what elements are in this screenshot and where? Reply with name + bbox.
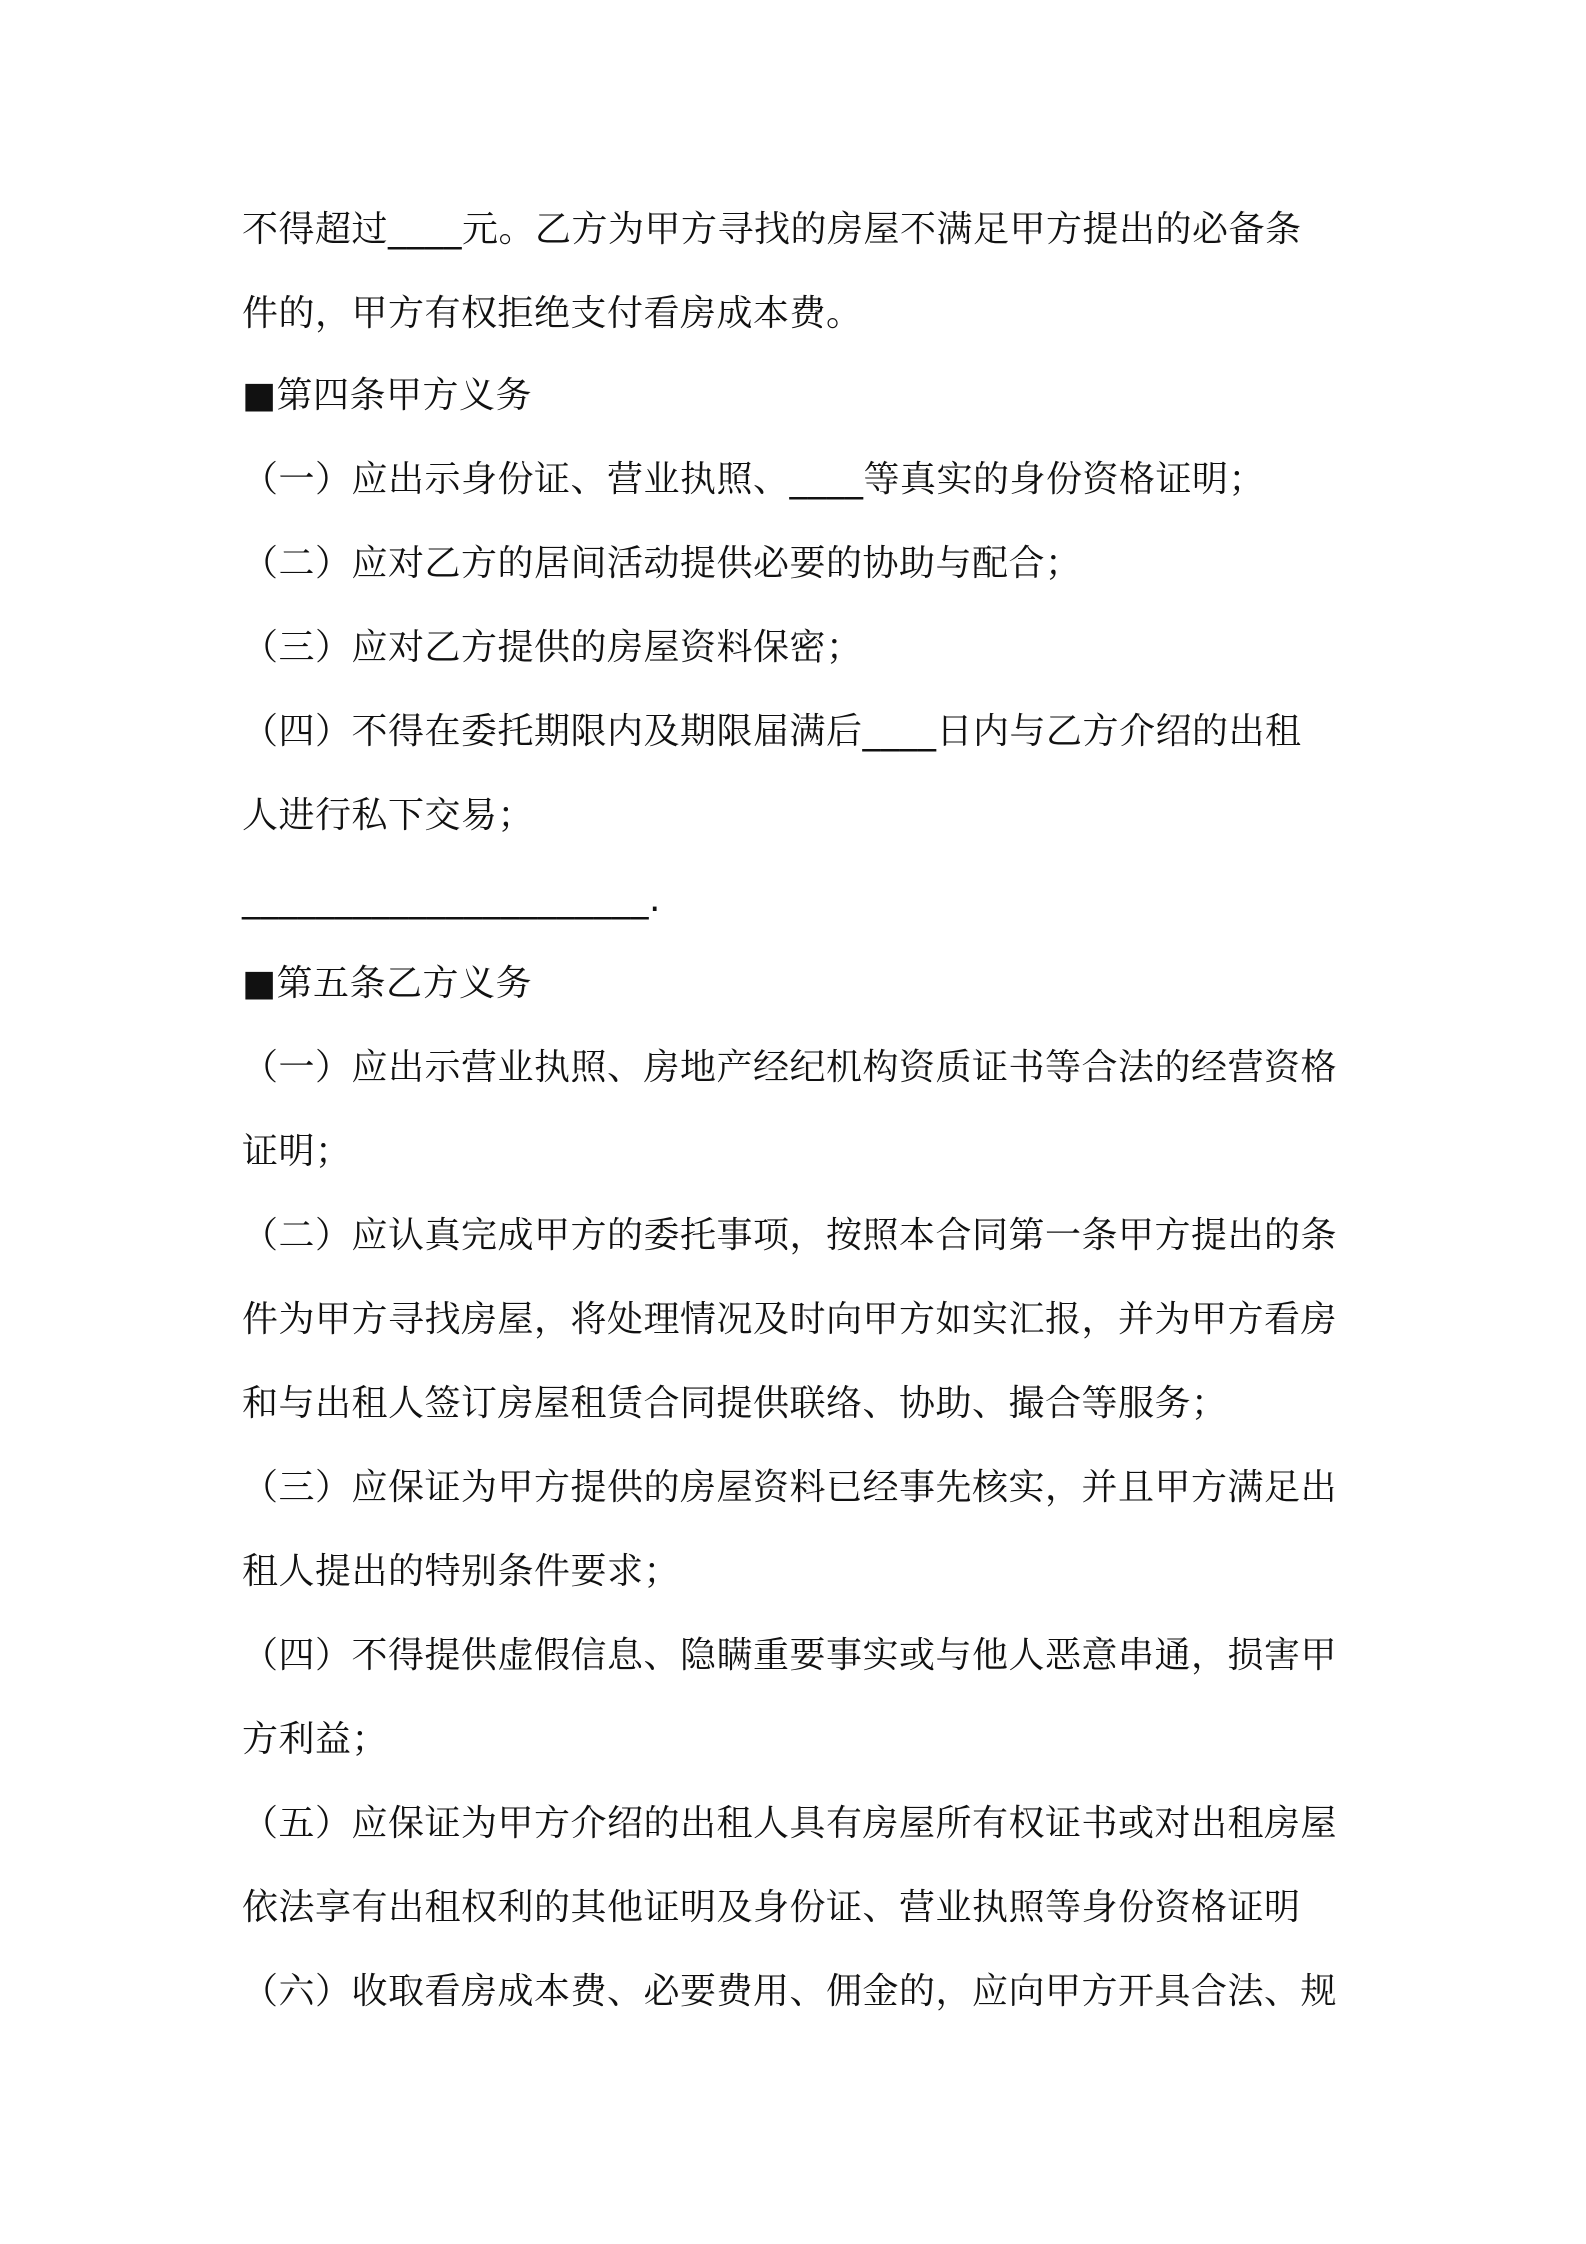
list-item: （二）应认真完成甲方的委托事项，按照本合同第一条甲方提出的条: [242, 1215, 1338, 1256]
text-line: 和与出租人签订房屋租赁合同提供联络、协助、撮合等服务；: [242, 1383, 1228, 1424]
section-heading-article-4: ■第四条甲方义务: [242, 375, 533, 416]
list-item: （四）不得提供虚假信息、隐瞒重要事实或与他人恶意串通，损害甲: [242, 1635, 1338, 1676]
list-item: （一）应出示营业执照、房地产经纪机构资质证书等合法的经营资格: [242, 1047, 1338, 1088]
text-line: 件的，甲方有权拒绝支付看房成本费。: [242, 293, 863, 334]
list-item: （四）不得在委托期限内及期限届满后____日内与乙方介绍的出租: [242, 711, 1302, 752]
list-item: （五）应保证为甲方介绍的出租人具有房屋所有权证书或对出租房屋: [242, 1803, 1338, 1844]
list-item: （三）应保证为甲方提供的房屋资料已经事先核实，并且甲方满足出: [242, 1467, 1338, 1508]
list-item: （二）应对乙方的居间活动提供必要的协助与配合；: [242, 543, 1082, 584]
text-line: 不得超过____元。乙方为甲方寻找的房屋不满足甲方提出的必备条: [242, 209, 1302, 250]
text-line: 人进行私下交易；: [242, 795, 535, 836]
section-heading-article-5: ■第五条乙方义务: [242, 963, 533, 1004]
text-line: 证明；: [242, 1131, 352, 1172]
list-item: （一）应出示身份证、营业执照、____等真实的身份资格证明；: [242, 459, 1266, 500]
blank-fill-line: ______________________.: [242, 879, 661, 920]
list-item: （三）应对乙方提供的房屋资料保密；: [242, 627, 863, 668]
list-item: （六）收取看房成本费、必要费用、佣金的，应向甲方开具合法、规: [242, 1971, 1338, 2012]
text-line: 租人提出的特别条件要求；: [242, 1551, 681, 1592]
text-line: 依法享有出租权利的其他证明及身份证、营业执照等身份资格证明: [242, 1887, 1301, 1928]
text-line: 方利益；: [242, 1719, 389, 1760]
text-line: 件为甲方寻找房屋，将处理情况及时向甲方如实汇报，并为甲方看房: [242, 1299, 1338, 1340]
